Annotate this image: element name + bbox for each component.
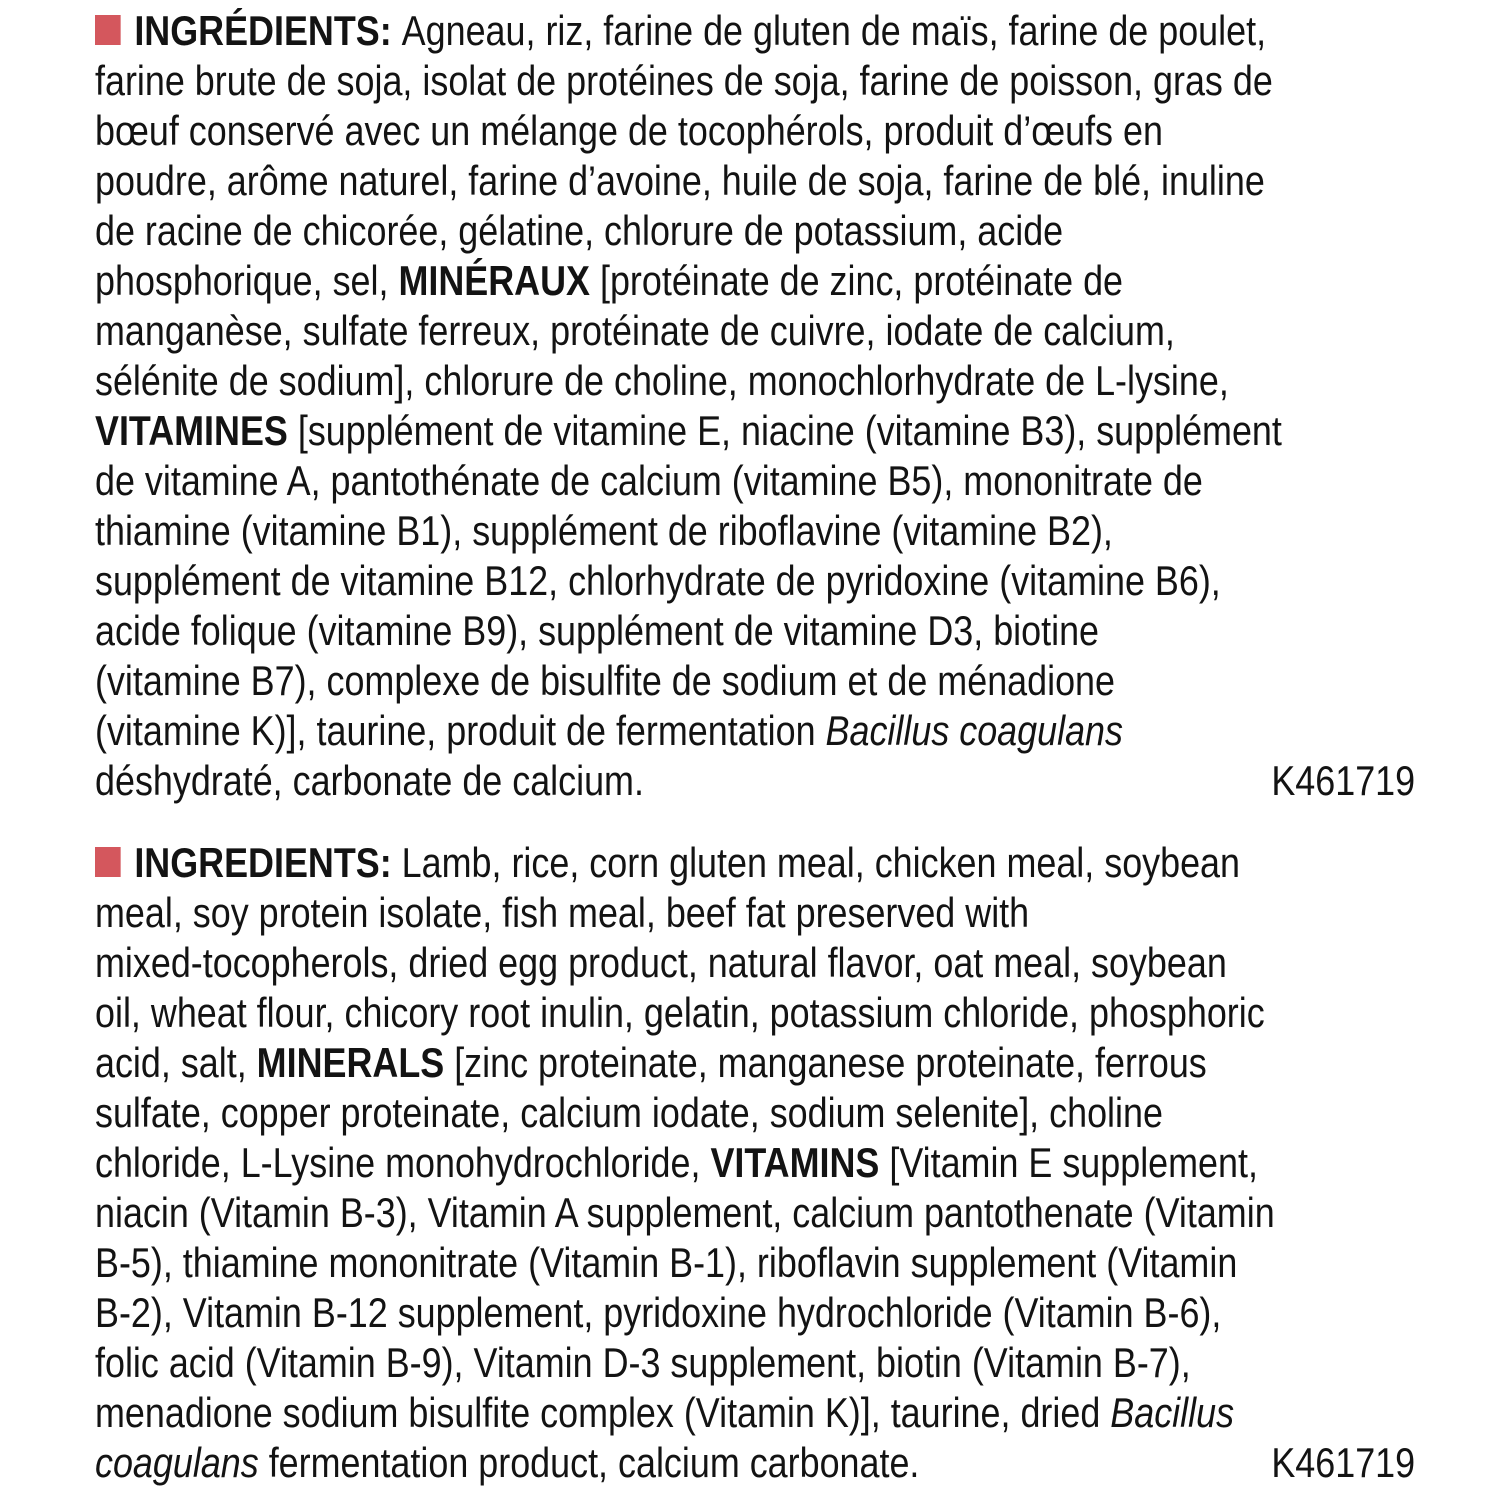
ingredients-label xyxy=(95,6,1500,1500)
ingredient-text: supplément de vitamine B12, chlorhydrate de pyridoxine (vitamine B6), xyxy=(95,557,1221,604)
label-line xyxy=(95,756,1415,806)
label-line xyxy=(95,306,1415,356)
ingredient-text: [protéinate de zinc, protéinate de xyxy=(589,257,1124,304)
ingredient-text: sulfate, copper proteinate, calcium iodate, sodium selenite], choline xyxy=(95,1089,1163,1136)
label-line xyxy=(95,1238,1415,1288)
label-line xyxy=(95,1438,1415,1488)
ingredient-text: niacin (Vitamin B-3), Vitamin A supplement, calcium pantothenate (Vitamin xyxy=(95,1189,1275,1236)
label-line xyxy=(95,988,1415,1038)
ingredient-text: Agneau, riz, farine de gluten de maïs, farine de poulet, xyxy=(401,7,1267,54)
ingredient-text: farine brute de soja, isolat de protéines de soja, farine de poisson, gras de xyxy=(95,57,1273,104)
label-line xyxy=(95,356,1415,406)
ingredient-text: acid, salt, xyxy=(95,1039,257,1086)
label-line xyxy=(95,1038,1415,1088)
bold-section-heading: INGRÉDIENTS: xyxy=(134,7,402,54)
label-line xyxy=(95,1338,1415,1388)
label-line xyxy=(95,606,1415,656)
label-line xyxy=(95,1288,1415,1338)
italic-species-name: Bacillus xyxy=(1110,1389,1235,1436)
ingredient-text: (vitamine B7), complexe de bisulfite de sodium et de ménadione xyxy=(95,657,1116,704)
bold-section-heading: MINÉRAUX xyxy=(398,257,590,304)
label-line xyxy=(95,1188,1415,1238)
bold-section-heading: MINERALS xyxy=(256,1039,445,1086)
ingredient-text: de racine de chicorée, gélatine, chlorure de potassium, acide xyxy=(95,207,1064,254)
bold-section-heading: INGREDIENTS: xyxy=(134,839,402,886)
label-line xyxy=(95,106,1415,156)
label-line xyxy=(95,206,1415,256)
tracking-code: K461719 xyxy=(1271,1439,1416,1486)
ingredient-text: de vitamine A, pantothénate de calcium (vitamine B5), mononitrate de xyxy=(95,457,1203,504)
ingredient-text: [Vitamin E supplement, xyxy=(879,1139,1258,1186)
label-line xyxy=(95,1088,1415,1138)
ingredient-text: manganèse, sulfate ferreux, protéinate de cuivre, iodate de calcium, xyxy=(95,307,1175,354)
label-line xyxy=(95,456,1415,506)
ingredient-text: B-2), Vitamin B-12 supplement, pyridoxine hydrochloride (Vitamin B-6), xyxy=(95,1289,1222,1336)
label-line xyxy=(95,1388,1415,1438)
ingredient-text: fermentation product, calcium carbonate. xyxy=(258,1439,920,1486)
tracking-code: K461719 xyxy=(1271,757,1416,804)
label-line xyxy=(95,838,1415,888)
label-line xyxy=(95,6,1415,56)
ingredient-text: bœuf conservé avec un mélange de tocophérols, produit d’œufs en xyxy=(95,107,1163,154)
ingredient-text: sélénite de sodium], chlorure de choline, monochlorhydrate de L-lysine, xyxy=(95,357,1229,404)
ingredient-text: [supplément de vitamine E, niacine (vitamine B3), supplément xyxy=(287,407,1282,454)
label-line xyxy=(95,888,1415,938)
ingredient-text: (vitamine K)], taurine, produit de fermentation xyxy=(95,707,826,754)
italic-species-name: coagulans xyxy=(95,1439,259,1486)
english-ingredients-paragraph xyxy=(95,838,1500,1488)
ingredient-text: poudre, arôme naturel, farine d’avoine, huile de soja, farine de blé, inuline xyxy=(95,157,1265,204)
ingredient-text: phosphorique, sel, xyxy=(95,257,399,304)
label-line xyxy=(95,556,1415,606)
ingredient-text: Lamb, rice, corn gluten meal, chicken meal, soybean xyxy=(401,839,1241,886)
ingredient-text: déshydraté, carbonate de calcium. xyxy=(95,757,644,804)
ingredient-text: meal, soy protein isolate, fish meal, beef fat preserved with xyxy=(95,889,1030,936)
bold-section-heading: VITAMINS xyxy=(710,1139,880,1186)
red-square-bullet-icon xyxy=(95,847,121,877)
bold-section-heading: VITAMINES xyxy=(95,407,288,454)
ingredient-text: B-5), thiamine mononitrate (Vitamin B-1), riboflavin supplement (Vitamin xyxy=(95,1239,1238,1286)
red-square-bullet-icon xyxy=(95,15,121,45)
french-ingredients-paragraph xyxy=(95,6,1500,806)
label-line xyxy=(95,656,1415,706)
label-line xyxy=(95,256,1415,306)
ingredient-text: acide folique (vitamine B9), supplément de vitamine D3, biotine xyxy=(95,607,1100,654)
label-line xyxy=(95,406,1415,456)
ingredient-text: oil, wheat flour, chicory root inulin, gelatin, potassium chloride, phosphoric xyxy=(95,989,1265,1036)
label-line xyxy=(95,156,1415,206)
label-line xyxy=(95,506,1415,556)
ingredient-text: thiamine (vitamine B1), supplément de riboflavine (vitamine B2), xyxy=(95,507,1113,554)
label-line xyxy=(95,1138,1415,1188)
ingredient-text: mixed-tocopherols, dried egg product, natural flavor, oat meal, soybean xyxy=(95,939,1227,986)
italic-species-name: Bacillus coagulans xyxy=(825,707,1123,754)
ingredient-text: chloride, L-Lysine monohydrochloride, xyxy=(95,1139,711,1186)
label-line xyxy=(95,938,1415,988)
label-line xyxy=(95,56,1415,106)
label-line xyxy=(95,706,1415,756)
ingredient-text: menadione sodium bisulfite complex (Vitamin K)], taurine, dried xyxy=(95,1389,1111,1436)
ingredient-text: [zinc proteinate, manganese proteinate, ferrous xyxy=(444,1039,1207,1086)
ingredient-text: folic acid (Vitamin B-9), Vitamin D-3 supplement, biotin (Vitamin B-7), xyxy=(95,1339,1191,1386)
